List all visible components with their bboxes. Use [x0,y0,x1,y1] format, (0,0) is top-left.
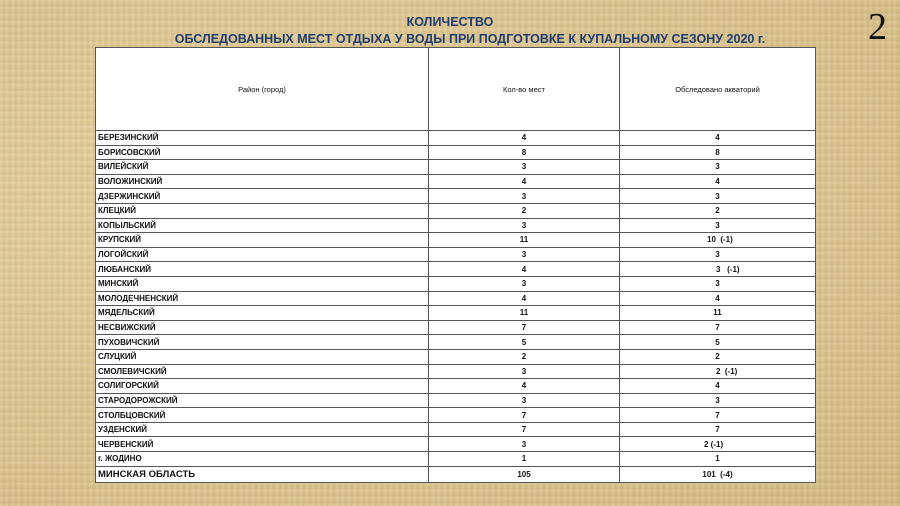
places-count: 7 [429,408,620,423]
district-name: МИНСКИЙ [96,276,429,291]
district-name: МОЛОДЕЧНЕНСКИЙ [96,291,429,306]
district-name: МЯДЕЛЬСКИЙ [96,306,429,321]
places-count: 4 [429,379,620,394]
district-name: ПУХОВИЧСКИЙ [96,335,429,350]
places-count: 3 [429,247,620,262]
district-name: СТОЛБЦОВСКИЙ [96,408,429,423]
table-row [96,364,816,379]
table-body [96,131,816,483]
table-row [96,247,816,262]
table-row [96,306,816,321]
places-count: 4 [429,174,620,189]
table-row [96,131,816,146]
district-name: БОРИСОВСКИЙ [96,145,429,160]
title-line-1: КОЛИЧЕСТВО [406,15,494,29]
district-name: СЛУЦКИЙ [96,349,429,364]
total-row [96,466,816,482]
table-row [96,189,816,204]
district-name: БЕРЕЗИНСКИЙ [96,131,429,146]
slide-number: 2 [868,6,887,48]
table-row [96,160,816,175]
table-row [96,335,816,350]
table-header-row [96,48,816,131]
district-name: ЧЕРВЕНСКИЙ [96,437,429,452]
district-name: ЛЮБАНСКИЙ [96,262,429,277]
table-row [96,203,816,218]
table-row [96,393,816,408]
title-line-2: ОБСЛЕДОВАННЫХ МЕСТ ОТДЫХА У ВОДЫ ПРИ ПОДГОТОВКЕ К КУПАЛЬНОМУ СЕЗОНУ 2020 г. [174,32,766,46]
table-row [96,276,816,291]
table-row [96,452,816,467]
district-name: КОПЫЛЬСКИЙ [96,218,429,233]
table-row [96,218,816,233]
surveyed-count: 1 [620,452,816,467]
surveyed-count: 3 [620,160,816,175]
district-name: УЗДЕНСКИЙ [96,422,429,437]
header-surveyed: Обследовано акваторий [620,48,816,131]
places-count: 11 [429,233,620,248]
surveyed-count: 5 [620,335,816,350]
header-district: Район (город) [96,48,429,131]
table-row [96,422,816,437]
table-row [96,408,816,423]
places-count: 8 [429,145,620,160]
survey-table-container [95,47,815,483]
places-count: 3 [429,393,620,408]
places-count: 3 [429,189,620,204]
places-count: 3 [429,160,620,175]
surveyed-count: 3 [620,247,816,262]
surveyed-count: 8 [620,145,816,160]
surveyed-count: 4 [620,291,816,306]
places-count: 2 [429,203,620,218]
slide-title [0,14,900,48]
district-name: НЕСВИЖСКИЙ [96,320,429,335]
total-count: 105 [429,466,620,482]
surveyed-count: 4 [620,131,816,146]
surveyed-count: 2 [620,349,816,364]
surveyed-count: 2 (-1) [620,437,816,452]
total-surveyed: 101 (-4) [620,466,816,482]
places-count: 3 [429,364,620,379]
district-name: ДЗЕРЖИНСКИЙ [96,189,429,204]
surveyed-count: 7 [620,408,816,423]
places-count: 7 [429,320,620,335]
places-count: 3 [429,437,620,452]
surveyed-count: 4 [620,174,816,189]
table-row [96,349,816,364]
district-name: ЛОГОЙСКИЙ [96,247,429,262]
surveyed-count: 10 (-1) [620,233,816,248]
places-count: 7 [429,422,620,437]
surveyed-count: 7 [620,320,816,335]
surveyed-count: 3 [620,276,816,291]
table-row [96,291,816,306]
district-name: г. ЖОДИНО [96,452,429,467]
total-label: МИНСКАЯ ОБЛАСТЬ [96,466,429,482]
surveyed-count: 2 [620,203,816,218]
places-count: 4 [429,131,620,146]
table-row [96,145,816,160]
district-name: КРУПСКИЙ [96,233,429,248]
district-name: СМОЛЕВИЧСКИЙ [96,364,429,379]
places-count: 3 [429,218,620,233]
table-row [96,174,816,189]
table-row [96,320,816,335]
surveyed-count: 3 (-1) [620,262,816,277]
table-row [96,437,816,452]
district-name: СОЛИГОРСКИЙ [96,379,429,394]
district-name: СТАРОДОРОЖСКИЙ [96,393,429,408]
surveyed-count: 3 [620,393,816,408]
surveyed-count: 4 [620,379,816,394]
surveyed-count: 7 [620,422,816,437]
places-count: 4 [429,262,620,277]
surveyed-count: 3 [620,189,816,204]
district-name: ВИЛЕЙСКИЙ [96,160,429,175]
survey-table [95,47,816,483]
district-name: КЛЕЦКИЙ [96,203,429,218]
table-row [96,233,816,248]
places-count: 11 [429,306,620,321]
places-count: 5 [429,335,620,350]
places-count: 1 [429,452,620,467]
table-row [96,379,816,394]
surveyed-count: 2 (-1) [620,364,816,379]
places-count: 4 [429,291,620,306]
surveyed-count: 3 [620,218,816,233]
surveyed-count: 11 [620,306,816,321]
table-row [96,262,816,277]
places-count: 3 [429,276,620,291]
district-name: ВОЛОЖИНСКИЙ [96,174,429,189]
places-count: 2 [429,349,620,364]
header-count: Кол-во мест [429,48,620,131]
